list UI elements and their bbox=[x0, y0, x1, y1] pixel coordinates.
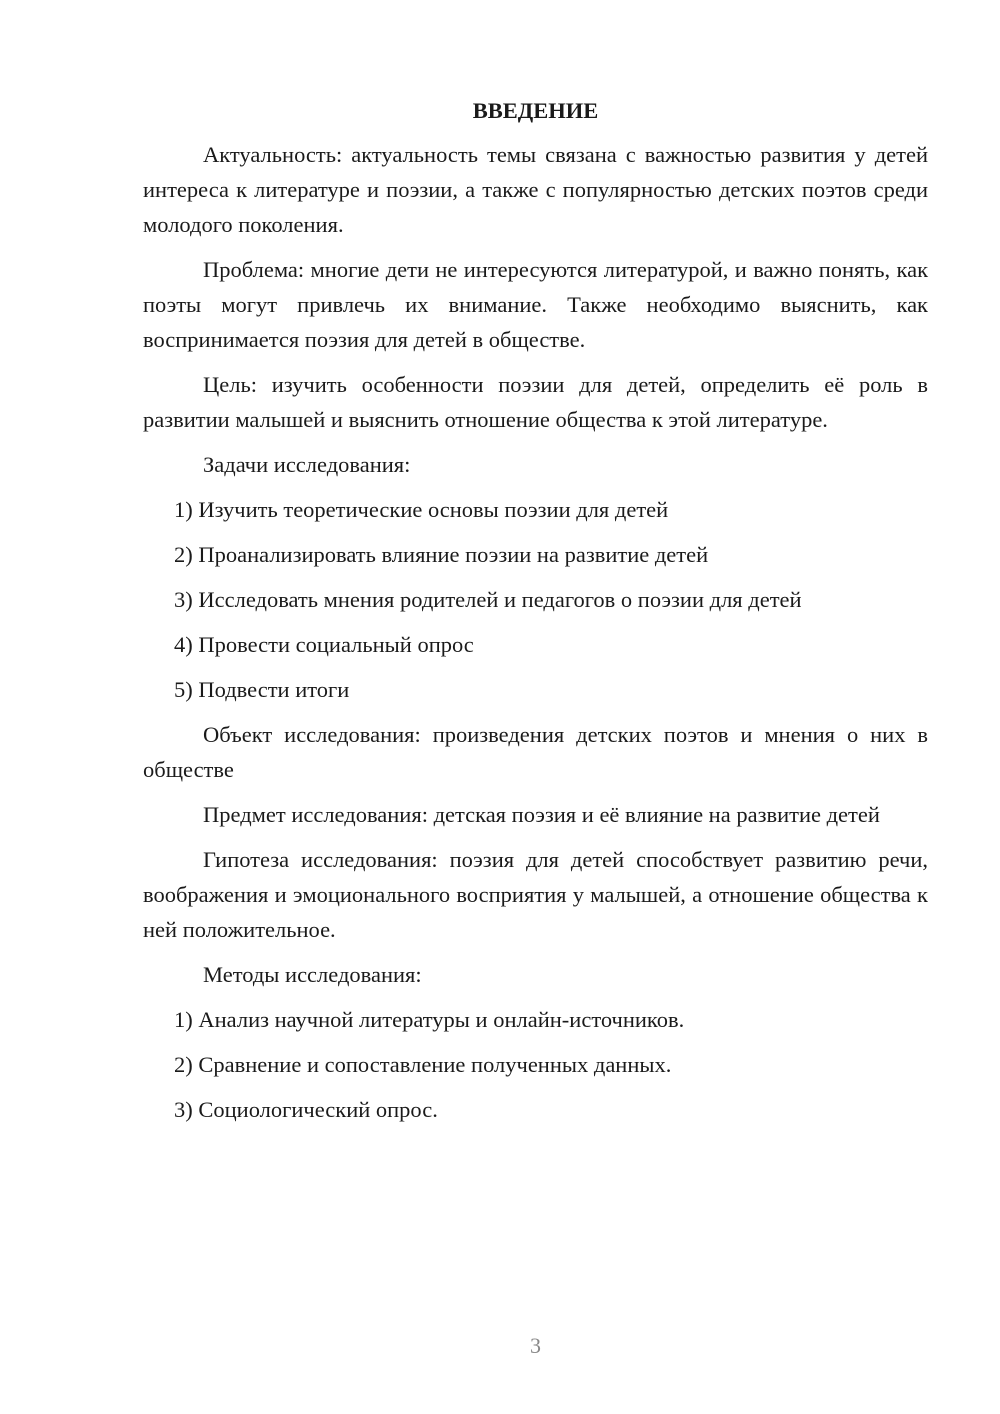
task-item: 3) Исследовать мнения родителей и педагогов о поэзии для детей bbox=[174, 587, 802, 612]
section-title: ВВЕДЕНИЕ bbox=[472, 98, 599, 123]
task-item: 4) Провести социальный опрос bbox=[174, 632, 474, 657]
hypothesis-paragraph: Гипотеза исследования: поэзия для детей способствует развитию речи, воображения и эмоционального восприятия у малышей, а отношение общества к ней положительное. bbox=[143, 847, 928, 942]
method-item: 2) Сравнение и сопоставление полученных данных. bbox=[174, 1052, 672, 1077]
problem-paragraph: Проблема: многие дети не интересуются литературой, и важно понять, как поэты могут привлечь их внимание. Также необходимо выяснить, как воспринимается поэзия для детей в обществе. bbox=[143, 257, 928, 352]
tasks-heading: Задачи исследования: bbox=[203, 452, 411, 477]
page-content bbox=[143, 96, 928, 1137]
methods-heading: Методы исследования: bbox=[203, 962, 422, 987]
task-item: 1) Изучить теоретические основы поэзии для детей bbox=[174, 497, 669, 522]
subject-paragraph: Предмет исследования: детская поэзия и её влияние на развитие детей bbox=[203, 802, 880, 827]
page-number: 3 bbox=[530, 1333, 541, 1358]
method-item: 3) Социологический опрос. bbox=[174, 1097, 438, 1122]
relevance-paragraph: Актуальность: актуальность темы связана с важностью развития у детей интереса к литературе и поэзии, а также с популярностью детских поэтов среди молодого поколения. bbox=[143, 142, 928, 237]
method-item: 1) Анализ научной литературы и онлайн-источников. bbox=[174, 1007, 685, 1032]
task-item: 2) Проанализировать влияние поэзии на развитие детей bbox=[174, 542, 709, 567]
object-paragraph: Объект исследования: произведения детских поэтов и мнения о них в обществе bbox=[143, 722, 928, 782]
task-item: 5) Подвести итоги bbox=[174, 677, 350, 702]
goal-paragraph: Цель: изучить особенности поэзии для детей, определить её роль в развитии малышей и выяснить отношение общества к этой литературе. bbox=[143, 372, 928, 432]
